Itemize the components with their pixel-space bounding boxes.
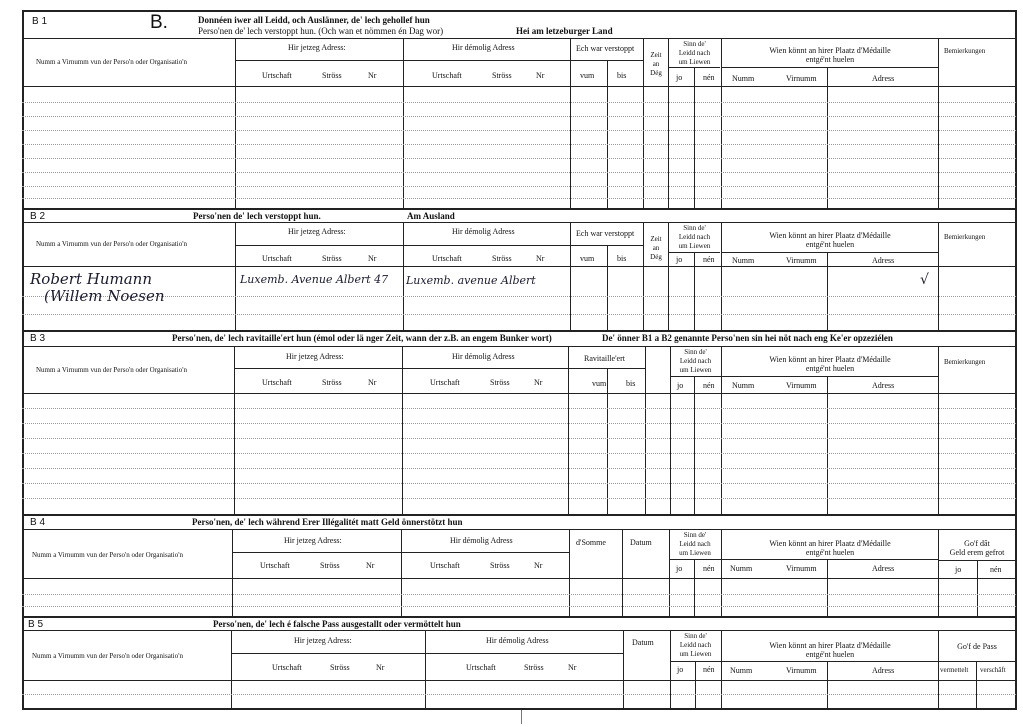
- section-id: B 3: [30, 333, 46, 344]
- sub-header-nr: Nr: [366, 561, 375, 570]
- sub-header-nr: Nr: [368, 254, 377, 263]
- col-header-remarks: Bemierkungen: [944, 47, 986, 55]
- section-id: B 1: [32, 16, 48, 27]
- sub-header-street: Ströss: [330, 663, 350, 672]
- col-header-time: an: [652, 60, 660, 68]
- col-divider: [622, 529, 623, 616]
- sub-header-issued: vermettelt: [940, 666, 969, 674]
- sub-header-street: Ströss: [492, 254, 512, 263]
- header-bottom-line: [22, 680, 1016, 681]
- col-divider: [234, 346, 235, 514]
- sub-header-firstname: Virnumm: [786, 564, 817, 573]
- col-header-medal: entgé'nt huelen: [805, 548, 855, 557]
- entry-line[interactable]: [22, 408, 1016, 409]
- entry-line[interactable]: [22, 606, 1016, 607]
- sub-header-town: Urtschaft: [430, 561, 460, 570]
- col-header-remarks: Bemierkungen: [944, 233, 986, 241]
- frame-right: [1015, 10, 1017, 710]
- entry-line[interactable]: [22, 116, 1016, 117]
- sub-header-no: nén: [703, 255, 715, 264]
- sub-header-address: Adress: [872, 74, 895, 83]
- sub-header-nr: Nr: [368, 378, 377, 387]
- col-divider: [607, 245, 608, 330]
- sub-header-nr: Nr: [536, 254, 545, 263]
- col-header-suffered: um Liewen: [678, 58, 711, 66]
- handwritten-entry-name: Robert Humann: [30, 270, 152, 288]
- sub-header-nr: Nr: [534, 561, 543, 570]
- sub-header-money-no: nén: [990, 565, 1002, 574]
- col-header-name: Numm a Virnumm vun der Perso'n oder Organisatio'n: [36, 366, 187, 374]
- header-sub-line-pass: [938, 661, 1016, 662]
- col-divider: [570, 38, 571, 208]
- handwritten-entry-former-address: Luxemb. avenue Albert: [406, 274, 536, 287]
- sub-header-town: Urtschaft: [262, 71, 292, 80]
- col-divider: [938, 38, 939, 208]
- header-sub-line-medal: [722, 661, 938, 662]
- header-sub-line-medal: [722, 252, 938, 253]
- header-top-line: [22, 38, 1016, 39]
- col-divider: [938, 346, 939, 514]
- sub-header-no: nén: [703, 564, 715, 573]
- separator-b3: [22, 330, 1016, 332]
- header-sub-line-medal: [722, 559, 938, 560]
- sub-header-no: nén: [703, 73, 715, 82]
- sub-header-town: Urtschaft: [262, 378, 292, 387]
- section-title-line2: Perso'nen de' lech verstoppt hun. (Och wan et nömmen én Dag wor): [198, 26, 444, 36]
- col-header-suffered: um Liewen: [678, 242, 711, 250]
- col-header-date: Datum: [630, 538, 652, 547]
- entry-line[interactable]: [22, 102, 1016, 103]
- sub-header-nr: Nr: [536, 71, 545, 80]
- col-divider: [694, 252, 695, 330]
- sub-header-address: Adress: [872, 666, 895, 675]
- col-header-suffered: Sinn de': [683, 224, 706, 232]
- col-header-suffered: um Liewen: [679, 366, 712, 374]
- header-sub-line-suffered: [669, 559, 721, 560]
- sub-header-town: Urtschaft: [260, 561, 290, 570]
- header-bottom-line: [22, 86, 1016, 87]
- section-id: B 5: [28, 619, 44, 630]
- col-divider: [425, 630, 426, 708]
- col-header-suffered: Leidd nach: [678, 233, 711, 241]
- entry-line[interactable]: [22, 498, 1016, 499]
- sub-header-to: bis: [617, 254, 627, 263]
- sub-header-surname: Numm: [732, 74, 755, 83]
- col-header-time: Dég: [650, 69, 662, 77]
- header-bottom-line: [22, 578, 1016, 579]
- sub-header-surname: Numm: [732, 256, 755, 265]
- header-sub-line-suffered: [670, 376, 721, 377]
- sub-header-nr: Nr: [534, 378, 543, 387]
- col-header-former-address: Hir démolig Adress: [450, 536, 513, 545]
- col-header-suffered: um Liewen: [679, 549, 711, 557]
- sub-header-nr: Nr: [368, 71, 377, 80]
- sub-header-street: Ströss: [490, 378, 510, 387]
- entry-line[interactable]: [22, 594, 1016, 595]
- sub-header-yes: jo: [676, 255, 683, 264]
- sub-header-surname: Numm: [730, 666, 753, 675]
- entry-line[interactable]: [22, 130, 1016, 131]
- col-header-time: Zeit: [650, 235, 662, 243]
- entry-line[interactable]: [22, 172, 1016, 173]
- entry-line[interactable]: [22, 438, 1016, 439]
- col-header-current-address: Hir jetzeg Adress:: [288, 43, 346, 52]
- entry-line[interactable]: [22, 453, 1016, 454]
- col-header-current-address: Hir jetzeg Adress:: [284, 536, 342, 545]
- col-divider: [402, 346, 403, 514]
- sub-header-yes: jo: [677, 381, 684, 390]
- separator-b2: [22, 208, 1016, 210]
- col-header-current-address: Hir jetzeg Adress:: [294, 636, 352, 645]
- col-header-current-address: Hir jetzeg Adress:: [288, 227, 346, 236]
- header-top-line: [22, 222, 1016, 223]
- sub-header-town: Urtschaft: [262, 254, 292, 263]
- sub-header-town: Urtschaft: [272, 663, 302, 672]
- col-divider: [403, 38, 404, 208]
- header-top-line: [22, 630, 1016, 631]
- sub-header-obtained: verschâft: [980, 666, 1006, 674]
- col-header-medal: Wien könnt an hirer Plaatz d'Médaille: [769, 355, 891, 364]
- col-header-time: Dég: [650, 253, 662, 261]
- section-location: Hei am letzeburger Land: [516, 26, 613, 36]
- sub-header-from: vum: [592, 379, 607, 388]
- frame-left: [22, 10, 24, 710]
- sub-header-street: Ströss: [490, 561, 510, 570]
- col-header-hidden: Ech war verstoppt: [576, 229, 635, 238]
- section-title: Donnéen iwer all Leidd, och Auslänner, de' lech gehollef hun: [198, 15, 430, 25]
- col-header-medal: entgé'nt huelen: [805, 240, 855, 249]
- col-divider: [235, 38, 236, 208]
- sub-header-street: Ströss: [524, 663, 544, 672]
- col-divider: [568, 346, 569, 514]
- frame-top: [22, 10, 1016, 12]
- col-header-sum: d'Somme: [576, 538, 606, 547]
- sub-header-address: Adress: [872, 256, 895, 265]
- sub-header-town: Urtschaft: [466, 663, 496, 672]
- sub-header-firstname: Virnumm: [786, 74, 817, 83]
- sub-header-town: Urtschaft: [430, 378, 460, 387]
- sub-header-town: Urtschaft: [432, 254, 462, 263]
- col-header-medal: entgé'nt huelen: [805, 55, 855, 64]
- entry-line[interactable]: [22, 144, 1016, 145]
- col-divider: [694, 559, 695, 616]
- col-header-suffered: Sinn de': [684, 348, 707, 356]
- col-header-time: Zeit: [650, 51, 662, 59]
- col-header-former-address: Hir démolig Adress: [452, 352, 515, 361]
- col-header-name: Numm a Virnumm vun der Perso'n oder Organisatio'n: [32, 551, 183, 559]
- col-header-name: Numm a Virnumm vun der Perso'n oder Organisatio'n: [36, 58, 187, 66]
- col-header-suffered: um Liewen: [679, 650, 712, 658]
- frame-bottom: [22, 708, 1016, 710]
- col-header-money-returned: Geld erem gefrot: [949, 548, 1005, 557]
- entry-line[interactable]: [22, 198, 1016, 199]
- entry-line[interactable]: [22, 468, 1016, 469]
- col-header-former-address: Hir démolig Adress: [452, 227, 515, 236]
- col-header-medal: Wien könnt an hirer Plaatz d'Médaille: [769, 46, 891, 55]
- section-note: De' önner B1 a B2 genannte Perso'nen sin hei nöt nach eng Ke'er opzeziélen: [602, 333, 893, 343]
- entry-line[interactable]: [22, 694, 1016, 695]
- section-id: B 2: [30, 211, 46, 222]
- col-divider: [695, 661, 696, 708]
- col-divider: [645, 346, 646, 514]
- col-divider: [827, 559, 828, 616]
- sub-header-town: Urtschaft: [432, 71, 462, 80]
- sub-header-yes: jo: [676, 564, 683, 573]
- sub-header-to: bis: [626, 379, 636, 388]
- col-header-medal: entgé'nt huelen: [805, 364, 855, 373]
- header-sub-line-medal: [722, 376, 938, 377]
- sub-header-from: vum: [580, 254, 595, 263]
- header-bottom-line: [22, 266, 1016, 267]
- sub-header-firstname: Virnumm: [786, 256, 817, 265]
- header-sub-line-address: [231, 653, 623, 654]
- section-big-letter: B.: [150, 12, 168, 33]
- entry-line[interactable]: [22, 186, 1016, 187]
- col-header-time: an: [652, 244, 660, 252]
- col-header-money-returned: Go'f dât: [964, 539, 990, 548]
- col-header-medal: entgé'nt huelen: [805, 650, 855, 659]
- header-top-line: [22, 346, 1016, 347]
- sub-header-street: Ströss: [320, 561, 340, 570]
- handwritten-entry-current-address: Luxemb. Avenue Albert 47: [240, 273, 389, 286]
- col-divider: [827, 252, 828, 330]
- section-location: Am Ausland: [407, 211, 455, 221]
- col-divider: [607, 368, 608, 514]
- col-divider: [569, 529, 570, 616]
- sub-header-yes: jo: [677, 665, 684, 674]
- col-header-suffered: Leidd nach: [679, 540, 711, 548]
- entry-line[interactable]: [22, 483, 1016, 484]
- sub-header-surname: Numm: [730, 564, 753, 573]
- col-divider: [827, 376, 828, 514]
- sub-header-street: Ströss: [492, 71, 512, 80]
- col-header-suffered: Sinn de': [684, 632, 707, 640]
- sub-header-nr: Nr: [376, 663, 385, 672]
- header-bottom-line: [22, 393, 1016, 394]
- col-header-pass: Go'f de Pass: [957, 642, 997, 651]
- sub-header-from: vum: [580, 71, 595, 80]
- section-title: Perso'nen, de' lech é falsche Pass ausgestallt oder vermöttelt hun: [213, 619, 461, 629]
- col-header-supplied: Ravitaille'ert: [584, 354, 625, 363]
- col-header-suffered: Leidd nach: [679, 357, 712, 365]
- sub-header-money-yes: jo: [955, 565, 962, 574]
- col-header-name: Numm a Virnumm vun der Perso'n oder Organisatio'n: [36, 240, 187, 248]
- entry-line[interactable]: [22, 158, 1016, 159]
- sub-header-street: Ströss: [322, 254, 342, 263]
- col-header-medal: Wien könnt an hirer Plaatz d'Médaille: [769, 231, 891, 240]
- col-header-current-address: Hir jetzeg Adress:: [286, 352, 344, 361]
- col-header-suffered: Sinn de': [683, 531, 707, 539]
- col-header-medal: Wien könnt an hirer Plaatz d'Médaille: [769, 641, 891, 650]
- col-header-former-address: Hir démolig Adress: [452, 43, 515, 52]
- col-header-name: Numm a Virnumm vun der Perso'n oder Organisatio'n: [32, 652, 183, 660]
- col-divider: [976, 661, 977, 708]
- section-title: Perso'nen, de' lech ravitaille'ert hun (émol oder lä nger Zeit, wann der z.B. an engem Bunker wort): [172, 333, 552, 343]
- fold-mark: [521, 710, 522, 724]
- col-divider: [623, 630, 624, 708]
- col-header-hidden: Ech war verstoppt: [576, 44, 635, 53]
- col-header-medal: Wien könnt an hirer Plaatz d'Médaille: [769, 539, 891, 548]
- sub-header-yes: jo: [676, 73, 683, 82]
- col-divider: [401, 529, 402, 616]
- col-header-former-address: Hir démolig Adress: [486, 636, 549, 645]
- separator-b4: [22, 514, 1016, 516]
- section-title: Perso'nen de' lech verstoppt hun.: [193, 211, 321, 221]
- entry-line[interactable]: [22, 423, 1016, 424]
- entry-line[interactable]: [22, 296, 1016, 297]
- sub-header-street: Ströss: [322, 71, 342, 80]
- header-sub-line-address: [234, 368, 568, 369]
- section-id: B 4: [30, 517, 46, 528]
- sub-header-no: nén: [703, 381, 715, 390]
- sub-header-surname: Numm: [732, 381, 755, 390]
- sub-header-no: nén: [703, 665, 715, 674]
- sub-header-street: Ströss: [322, 378, 342, 387]
- col-divider: [694, 376, 695, 514]
- sub-header-nr: Nr: [568, 663, 577, 672]
- sub-header-address: Adress: [872, 381, 895, 390]
- col-header-suffered: Sinn de': [683, 40, 706, 48]
- sub-header-to: bis: [617, 71, 627, 80]
- col-divider: [977, 560, 978, 616]
- col-header-remarks: Bemierkungen: [944, 358, 986, 366]
- separator-b5: [22, 616, 1016, 618]
- sub-header-firstname: Virnumm: [786, 666, 817, 675]
- col-divider: [232, 529, 233, 616]
- sub-header-address: Adress: [872, 564, 895, 573]
- header-top-line: [22, 529, 1016, 530]
- entry-line[interactable]: [22, 314, 1016, 315]
- handwritten-entry-name-line2: (Willem Noesen: [44, 287, 165, 305]
- section-title: Perso'nen, de' lech während Erer Illégalitét matt Geld önnerstötzt hun: [192, 517, 463, 527]
- sub-header-firstname: Virnumm: [786, 381, 817, 390]
- handwritten-check-mark: √: [920, 272, 929, 288]
- header-sub-line-medal: [722, 67, 938, 68]
- col-divider: [827, 661, 828, 708]
- col-header-date: Datum: [632, 638, 654, 647]
- col-header-suffered: Leidd nach: [678, 49, 711, 57]
- col-header-suffered: Leidd nach: [679, 641, 712, 649]
- col-divider: [231, 630, 232, 708]
